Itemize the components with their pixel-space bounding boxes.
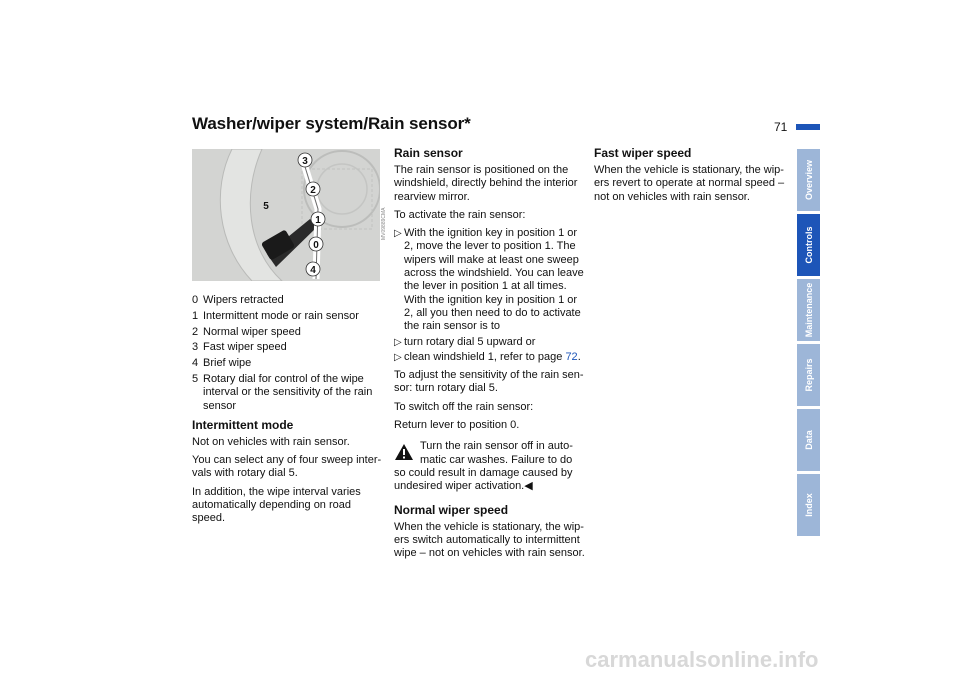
callout-0: 0 [313,240,319,251]
paragraph: Return lever to position 0. [394,419,520,432]
page-marker-bar [796,124,820,130]
activation-steps [394,227,586,364]
paragraph: To activate the rain sensor: [394,208,526,221]
paragraph: To switch off the rain sensor: [394,400,534,413]
tab-index[interactable]: Index [797,474,820,536]
tab-maintenance[interactable]: Maintenance [797,279,820,341]
column-left [192,294,382,531]
warning-text: Turn the rain sensor off in auto-matic car washes. Failure to do so could result in damage caused by undesired wiper activation.◀ [394,440,573,493]
legend-item: 5 Rotary dial for control of the wipe interval or the sensitivity of the rain sensor [192,372,373,412]
tab-controls[interactable]: Controls [797,214,820,276]
callout-3: 3 [302,156,308,167]
list-item: ▷ clean windshield 1, refer to page 72. [394,350,581,363]
column-right [594,146,786,209]
warning-triangle-icon [394,443,414,461]
wiper-lever-drawing [192,149,380,281]
legend-item: 1 Intermittent mode or rain sensor [192,309,359,322]
section-heading-fast-speed: Fast wiper speed [594,146,692,160]
watermark: carmanualsonline.info [585,647,819,672]
bullet-arrow-icon: ▷ [394,336,402,348]
paragraph: The rain sensor is positioned on the windshield, directly behind the interior rearview mirror. [394,164,578,203]
column-middle [394,146,586,565]
bullet-arrow-icon: ▷ [394,351,402,363]
list-item: ▷ turn rotary dial 5 upward or [394,335,536,348]
section-heading-normal-speed: Normal wiper speed [394,502,509,517]
warning-note [394,440,586,493]
tab-overview[interactable]: Overview [797,149,820,211]
section-heading-intermittent: Intermittent mode [192,417,294,432]
tab-data[interactable]: Data [797,409,820,471]
image-code: MV09889CMA [381,207,387,240]
paragraph: You can select any of four sweep inter-vals with rotary dial 5. [192,454,382,480]
section-heading-rain-sensor: Rain sensor [394,146,463,160]
legend-item: 3 Fast wiper speed [192,341,287,354]
paragraph: To adjust the sensitivity of the rain sen-sor: turn rotary dial 5. [394,369,584,395]
callout-2: 2 [310,185,316,196]
paragraph: In addition, the wipe interval varies automatically depending on road speed. [192,485,361,525]
legend-item: 2 Normal wiper speed [192,325,301,338]
legend-item: 4 Brief wipe [192,357,252,370]
paragraph: When the vehicle is stationary, the wip-ers revert to operate at normal speed – not on vehicles with rain sensor. [594,164,785,203]
list-item: ▷ With the ignition key in position 1 or 2, move the lever to position 1. The wipers will make at least one sweep across the windshield. You can leave the lever in position 1 at all times. With the ignition key in position 1 or 2, all you then need to do to activate the rain sensor is to [394,227,584,333]
wiper-lever-illustration [192,149,380,281]
page-link[interactable]: 72 [565,350,578,363]
callout-5: 5 [263,201,269,212]
callout-1: 1 [315,215,321,226]
paragraph: When the vehicle is stationary, the wip-ers switch automatically to intermittent wipe – not on vehicles with rain sensor. [394,520,585,560]
chapter-tabs [797,149,820,539]
callout-4: 4 [310,265,316,276]
page-number: 71 [774,120,788,134]
legend-item: 0 Wipers retracted [192,294,284,306]
page-title: Washer/wiper system/Rain sensor* [192,114,471,133]
callout-legend [192,294,382,413]
bullet-arrow-icon: ▷ [394,228,402,240]
paragraph: Not on vehicles with rain sensor. [192,435,350,448]
tab-repairs[interactable]: Repairs [797,344,820,406]
